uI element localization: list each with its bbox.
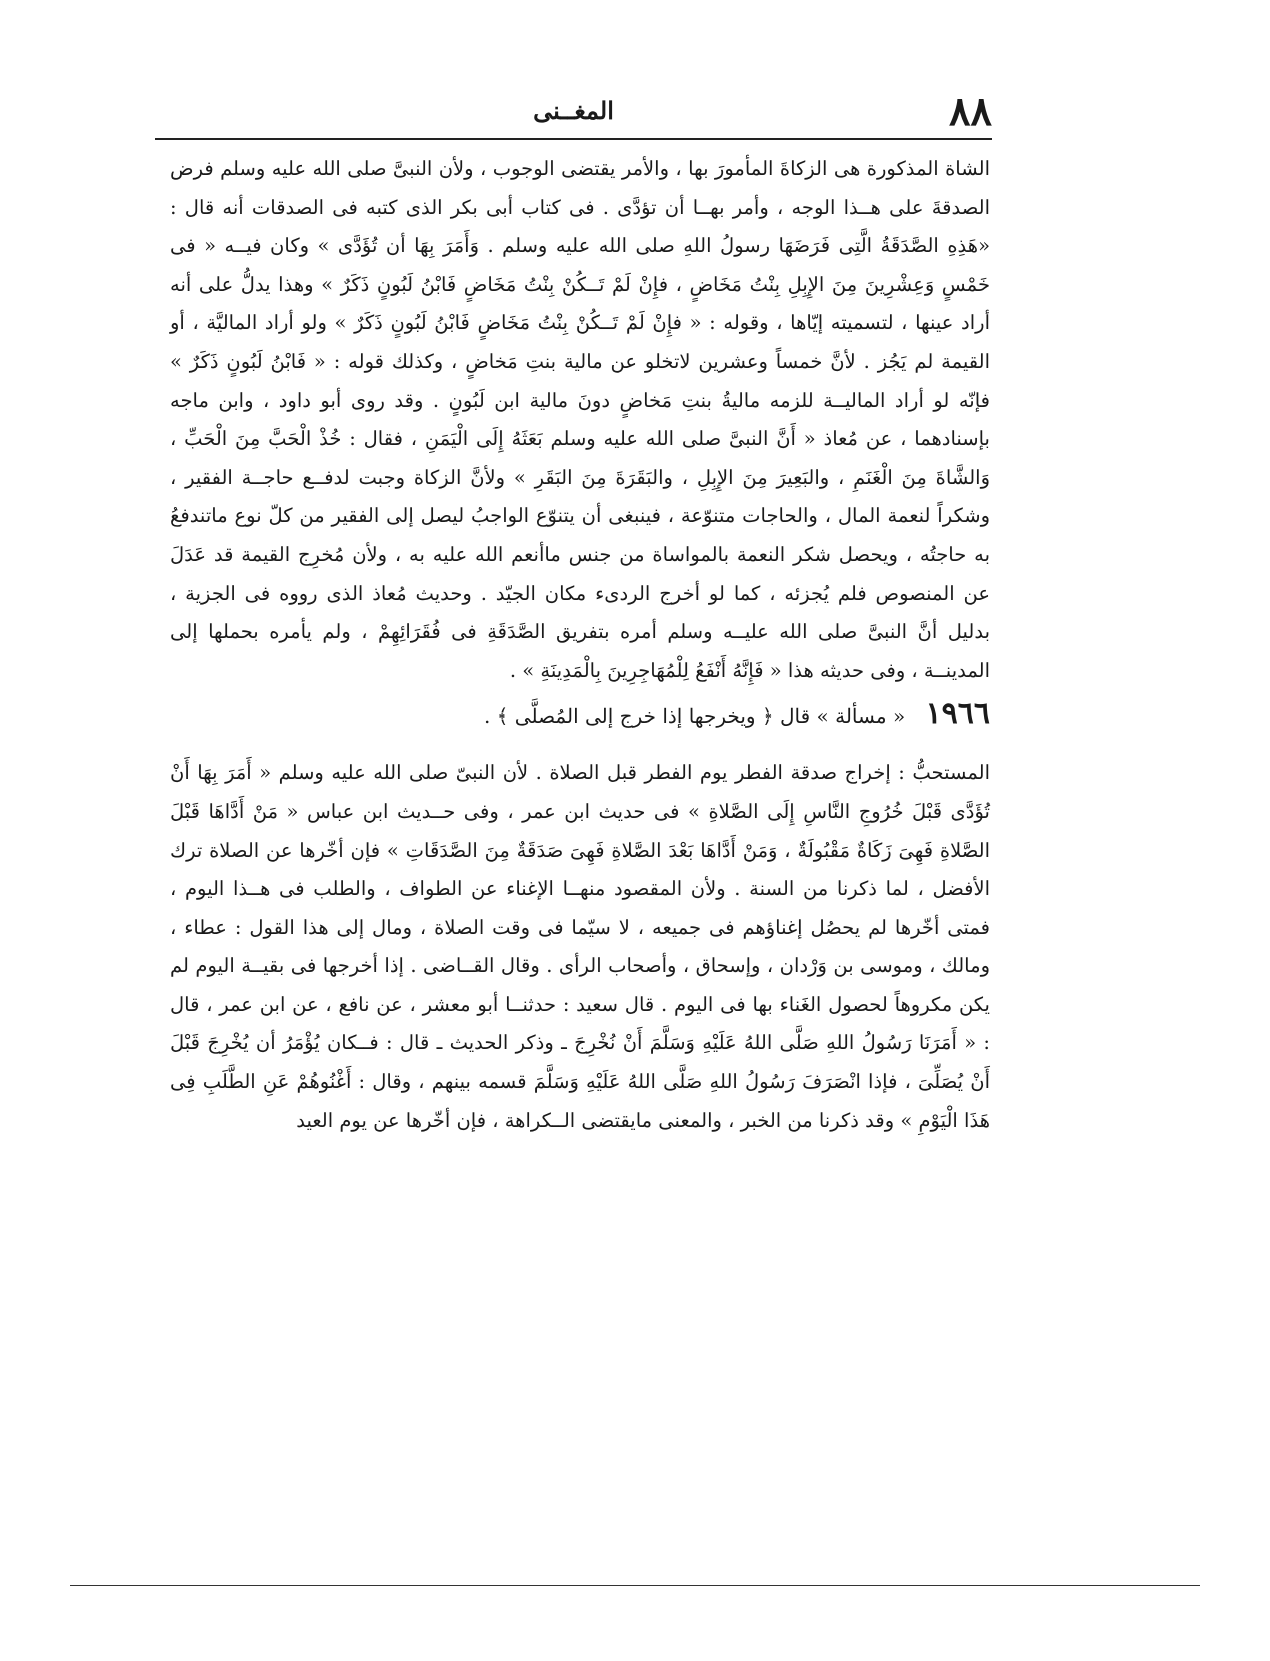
header-divider [155,138,992,140]
page-number: ٨٨ [949,88,992,135]
page-header [155,88,992,138]
paragraph-2: المستحبُّ : إخراج صدقة الفطر يوم الفطر قبل الصلاة . لأن النبىّ صلى الله عليه وسلم « أَمَرَ بِهَا أَنْ تُؤَدَّى قَبْلَ خُرُوجِ النَّاسِ إِلَى الصَّلاةِ » فى حديث ابن عمر ، وفى حــديث ابن عباس « مَنْ أَدَّاهَا قَبْلَ الصَّلاةِ فَهِىَ زَكَاةٌ مَقْبُولَةٌ ، وَمَنْ أَدَّاهَا بَعْدَ الصَّلاةِ فَهِىَ صَدَقَةٌ مِنَ الصَّدَقَاتِ » فإن أخّرها عن الصلاة ترك الأفضل ، لما ذكرنا من السنة . ولأن المقصود منهــا الإغناء عن الطواف ، والطلب فى هــذا اليوم ، فمتى أخّرها لم يحصُل إغناؤهم فى جميعه ، لا سيّما فى وقت الصلاة ، ومال إلى هذا القول : عطاء ، ومالك ، وموسى بن وَرْدان ، وإسحاق ، وأصحاب الرأى . وقال القــاضى . إذا أخرجها فى بقيــة اليوم لم يكن مكروهاً لحصول الغَناء بها فى اليوم . قال سعيد : حدثنــا أبو معشر ، عن نافع ، عن ابن عمر ، قال : « أَمَرَنَا رَسُولُ اللهِ صَلَّى اللهُ عَلَيْهِ وَسَلَّمَ أَنْ نُخْرِجَ ـ وذكر الحديث ـ قال : فــكان يُؤْمَرُ أن يُخْرِجَ قَبْلَ أَنْ يُصَلِّىَ ، فإذا انْصَرَفَ رَسُولُ اللهِ صَلَّى اللهُ عَلَيْهِ وَسَلَّمَ قسمه بينهم ، وقال : أَغْنُوهُمْ عَنِ الطَّلَبِ فِى هَذَا الْيَوْمِ » وقد ذكرنا من الخبر ، والمعنى مايقتضى الــكراهة ، فإن أخّرها عن يوم العيد [170,761,991,1132]
issue-heading [170,690,990,740]
issue-number: ١٩٦٦ [925,696,990,732]
page-body [170,150,990,1140]
issue-text: « مسألة » قال ﴿ ويخرجها إذا خرج إلى المُصلَّى ﴾ . [483,704,906,729]
paragraph-1: الشاة المذكورة هى الزكاةَ المأمورَ بها ، والأمر يقتضى الوجوب ، ولأن النبىَّ صلى الله عليه وسلم فرض الصدقةَ على هــذا الوجه ، وأمر بهــا أن تؤدَّى . فى كتاب أبى بكر الذى كتبه فى الصدقات أنه قال : «هَذِهِ الصَّدَقَةُ الَّتِى فَرَضَهَا رسولُ اللهِ صلى الله عليه وسلم . وَأَمَرَ بِهَا أن تُؤَدَّى » وكان فيــه « فى خَمْسٍ وَعِشْرِينَ مِنَ الإِبِلِ بِنْتُ مَخَاضٍ ، فإِنْ لَمْ تَــكُنْ بِنْتُ مَخَاضٍ فَابْنُ لَبُونٍ ذَكَرٌ » وهذا يدلُّ على أنه أراد عينها ، لتسميته إيّاها ، وقوله : « فإِنْ لَمْ تَــكُنْ بِنْتُ مَخَاضٍ فَابْنُ لَبُونٍ ذَكَرٌ » ولو أراد الماليَّة ، أو القيمة لم يَجُز . لأنَّ خمساً وعشرين لاتخلو عن مالية بنتِ مَخاضٍ ، وكذلك قوله : « فَابْنُ لَبُونٍ ذَكَرٌ » فإنّه لو أراد الماليــة للزمه ماليةُ بنتِ مَخاضٍ دونَ مالية ابن لَبُونٍ . وقد روى أبو داود ، وابن ماجه بإسنادهما ، عن مُعاذ « أَنَّ النبىَّ صلى الله عليه وسلم بَعَثَهُ إِلَى الْيَمَنِ ، فقال : خُذْ الْحَبَّ مِنَ الْحَبِّ ، وَالشَّاةَ مِنَ الْغَنَمِ ، والبَعِيرَ مِنَ الإِبِلِ ، والبَقَرَةَ مِنَ البَقَرِ » ولأنَّ الزكاة وجبت لدفــع حاجــة الفقير ، وشكراً لنعمة المال ، والحاجات متنوّعة ، فينبغى أن يتنوّع الواجبُ ليصل إلى الفقير من كلّ نوع ماتندفعُ به حاجتُه ، ويحصل شكر النعمة بالمواساة من جنس ماأنعم الله عليه به ، ولأن مُخرِج القيمة قد عَدَلَ عن المنصوص فلم يُجزئه ، كما لو أخرج الردىء مكان الجيّد . وحديث مُعاذ الذى رووه فى الجزية ، بدليل أنَّ النبىَّ صلى الله عليــه وسلم أمره بتفريق الصَّدَقَةِ فى فُقَرَائِهِمْ ، ولم يأمره بحملها إلى المدينــة ، وفى حديثه هذا « فَإِنَّهُ أَنْفَعُ لِلْمُهَاجِرِينَ بِالْمَدِينَةِ » . [170,157,990,682]
footer-divider [70,1585,1200,1586]
book-title: المغــنى [533,96,614,125]
